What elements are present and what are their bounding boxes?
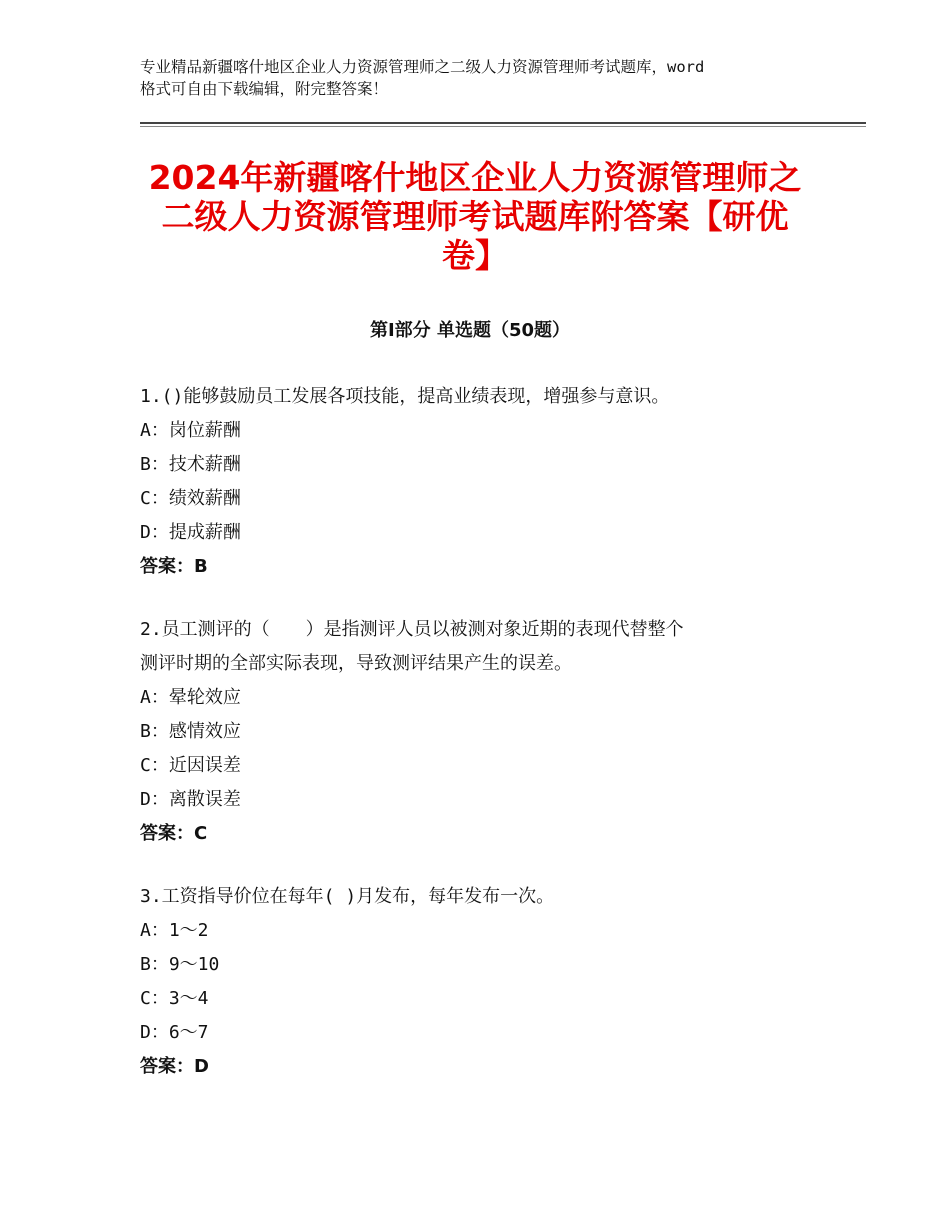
- question-stem-line: 测评时期的全部实际表现，导致测评结果产生的误差。: [140, 653, 572, 674]
- option-d: D：提成薪酬: [140, 522, 241, 543]
- question-2: [140, 613, 820, 851]
- option-a: A：1～2: [140, 920, 209, 941]
- header-note-line-1: 专业精品新疆喀什地区企业人力资源管理师之二级人力资源管理师考试题库，word: [140, 58, 705, 76]
- option-b: B：技术薪酬: [140, 454, 241, 475]
- option-d: D：离散误差: [140, 789, 241, 810]
- section-title: 第Ⅰ部分 单选题（50题）: [369, 320, 570, 341]
- question-list: [140, 380, 820, 1113]
- option-a: A：晕轮效应: [140, 687, 241, 708]
- question-stem-line: 3.工资指导价位在每年( )月发布，每年发布一次。: [140, 886, 555, 907]
- option-b: B：感情效应: [140, 721, 241, 742]
- option-c: C：3～4: [140, 988, 209, 1009]
- option-d: D：6～7: [140, 1022, 209, 1043]
- question-1: [140, 380, 820, 584]
- question-stem: [140, 380, 820, 414]
- header-divider-thin: [140, 126, 866, 127]
- answer: 答案：D: [140, 1056, 209, 1077]
- question-3: [140, 880, 820, 1084]
- question-stem: [140, 613, 820, 681]
- option-c: C：近因误差: [140, 755, 241, 776]
- document-title-line-3: 卷】: [442, 236, 508, 275]
- answer: 答案：C: [140, 823, 208, 844]
- answer: 答案：B: [140, 556, 208, 577]
- document-title-line-1: 2024年新疆喀什地区企业人力资源管理师之: [148, 158, 802, 197]
- header-divider-thick: [140, 122, 866, 124]
- question-stem-line: 1.()能够鼓励员工发展各项技能，提高业绩表现，增强参与意识。: [140, 386, 670, 407]
- option-a: A：岗位薪酬: [140, 420, 241, 441]
- question-stem-line: 2.员工测评的（ ）是指测评人员以被测对象近期的表现代替整个: [140, 619, 684, 640]
- option-b: B：9～10: [140, 954, 220, 975]
- question-stem: [140, 880, 820, 914]
- header-note: [140, 56, 840, 100]
- document-title-line-2: 二级人力资源管理师考试题库附答案【研优: [161, 197, 789, 236]
- document-title: [130, 158, 820, 275]
- header-note-line-2: 格式可自由下载编辑，附完整答案！: [140, 80, 389, 98]
- option-c: C：绩效薪酬: [140, 488, 241, 509]
